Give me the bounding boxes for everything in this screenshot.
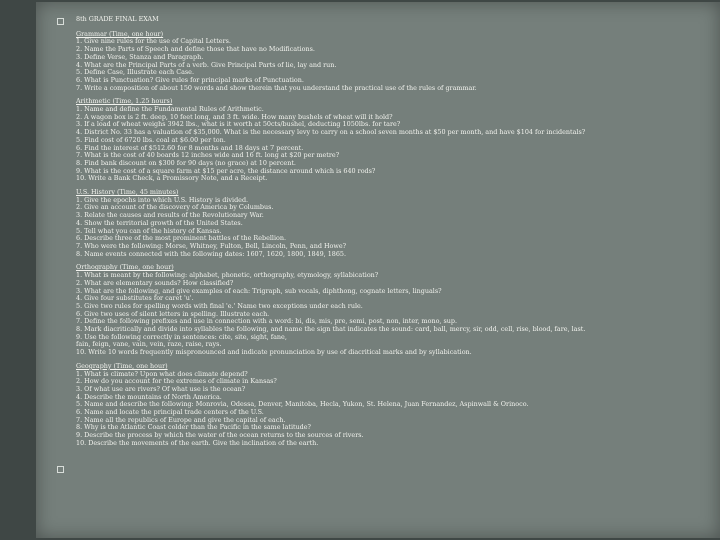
question-line: fain, feign, vane, vain, vein, raze, raise, rays.	[76, 340, 222, 349]
section-heading: Grammar (Time, one hour)	[76, 29, 164, 38]
question-line: 7. Define the following prefixes and use in connection with a word: bi, dis, mis, pre, semi, post, non, inter, mono, sup.	[76, 317, 458, 326]
question-line: 8. Why is the Atlantic Coast colder than the Pacific in the same latitude?	[76, 423, 311, 432]
question-line: 4. Show the territorial growth of the United States.	[76, 218, 243, 227]
question-line: 7. What is the cost of 40 boards 12 inches wide and 16 ft. long at $20 per metre?	[76, 151, 340, 160]
question-line: 6. Give two uses of silent letters in spelling. Illustrate each.	[76, 309, 270, 318]
question-line: 2. What are elementary sounds? How classified?	[76, 278, 234, 287]
bullet-icon	[57, 466, 64, 473]
question-line: 10. Describe the movements of the earth. Give the inclination of the earth.	[76, 438, 319, 447]
question-line: 8. Name events connected with the following dates: 1607, 1620, 1800, 1849, 1865.	[76, 249, 347, 258]
exam-title: 8th GRADE FINAL EXAM	[76, 15, 159, 23]
question-line: 4. Give four substitutes for caret 'u'.	[76, 294, 194, 303]
exam-section	[76, 31, 712, 93]
question-line: 6. What is Punctuation? Give rules for principal marks of Punctuation.	[76, 75, 304, 84]
exam-section	[76, 189, 712, 258]
question-line: 8. Mark diacritically and divide into syllables the following, and name the sign that indicates the sound: card, ball, mercy, sir, odd, cell, rise, blood, fare, last.	[76, 325, 586, 334]
section-heading: Arithmetic (Time, 1.25 hours)	[76, 97, 173, 106]
question-line: 6. Describe three of the most prominent battles of the Rebellion.	[76, 234, 286, 243]
question-line: 5. Name and describe the following: Monrovia, Odessa, Denver, Manitoba, Hecla, Yukon, St. Helena, Juan Fernandez, Aspinwall & Orinoco.	[76, 400, 529, 409]
section-heading: U.S. History (Time, 45 minutes)	[76, 188, 179, 197]
question-line: 4. Describe the mountains of North America.	[76, 392, 222, 401]
exam-section	[76, 98, 712, 183]
exam-section	[76, 363, 712, 448]
section-heading: Orthography (Time, one hour)	[76, 263, 174, 272]
exam-content	[76, 16, 712, 454]
question-line: 5. Define Case, Illustrate each Case.	[76, 68, 194, 77]
question-line: 5. Give two rules for spelling words with final 'e.' Name two exceptions under each rule.	[76, 301, 363, 310]
question-line: 6. Name and locate the principal trade centers of the U.S.	[76, 408, 264, 417]
question-line: 2. How do you account for the extremes of climate in Kansas?	[76, 377, 277, 386]
section-heading: Geography (Time, one hour)	[76, 361, 168, 370]
question-line: 8. Find bank discount on $300 for 90 days (no grace) at 10 percent.	[76, 158, 296, 167]
exam-sections	[76, 31, 712, 448]
question-line: 1. Give nine rules for the use of Capital Letters.	[76, 37, 231, 46]
question-line: 7. Name all the republics of Europe and give the capital of each.	[76, 415, 286, 424]
question-line: 2. Give an account of the discovery of America by Columbus.	[76, 203, 274, 212]
question-line: 1. What is meant by the following: alphabet, phonetic, orthography, etymology, syllabication?	[76, 271, 379, 280]
question-line: 3. Define Verse, Stanza and Paragraph.	[76, 52, 204, 61]
bullet-icon	[57, 18, 64, 25]
question-line: 1. What is climate? Upon what does climate depend?	[76, 369, 248, 378]
question-line: 9. Use the following correctly in sentences: cite, site, sight, fane,	[76, 332, 287, 341]
question-line: 2. A wagon box is 2 ft. deep, 10 feet long, and 3 ft. wide. How many bushels of wheat will it hold?	[76, 112, 393, 121]
question-line: 9. What is the cost of a square farm at $15 per acre, the distance around which is 640 rods?	[76, 166, 376, 175]
question-line: 9. Describe the process by which the water of the ocean returns to the sources of rivers.	[76, 431, 364, 440]
question-line: 10. Write a Bank Check, a Promissory Note, and a Receipt.	[76, 174, 268, 183]
exam-section	[76, 264, 712, 356]
question-line: 5. Find cost of 6720 lbs. coal at $6.00 per ton.	[76, 135, 226, 144]
question-line: 4. What are the Principal Parts of a verb. Give Principal Parts of lie, lay and run.	[76, 60, 337, 69]
question-line: 3. Relate the causes and results of the Revolutionary War.	[76, 211, 264, 220]
question-line: 3. What are the following, and give examples of each: Trigraph, sub vocals, diphthong, cognate letters, linguals?	[76, 286, 442, 295]
question-line: 6. Find the interest of $512.60 for 8 months and 18 days at 7 percent.	[76, 143, 304, 152]
question-line: 3. Of what use are rivers? Of what use is the ocean?	[76, 384, 246, 393]
question-line: 3. If a load of wheat weighs 3942 lbs., what is it worth at 50cts/bushel, deducting 1050lbs. for tare?	[76, 120, 401, 129]
question-line: 1. Name and define the Fundamental Rules of Arithmetic.	[76, 105, 264, 114]
question-line: 7. Who were the following: Morse, Whitney, Fulton, Bell, Lincoln, Penn, and Howe?	[76, 241, 347, 250]
question-line: 4. District No. 33 has a valuation of $35,000. What is the necessary levy to carry on a school seven months at $50 per month, and have $104 for incidentals?	[76, 128, 586, 137]
question-line: 7. Write a composition of about 150 words and show therein that you understand the practical use of the rules of grammar.	[76, 83, 477, 92]
question-line: 1. Give the epochs into which U.S. History is divided.	[76, 195, 249, 204]
question-line: 2. Name the Parts of Speech and define those that have no Modifications.	[76, 45, 315, 54]
question-line: 5. Tell what you can of the history of Kansas.	[76, 226, 222, 235]
question-line: 10. Write 10 words frequently mispronounced and indicate pronunciation by use of diacritical marks and by syllabication.	[76, 348, 472, 357]
